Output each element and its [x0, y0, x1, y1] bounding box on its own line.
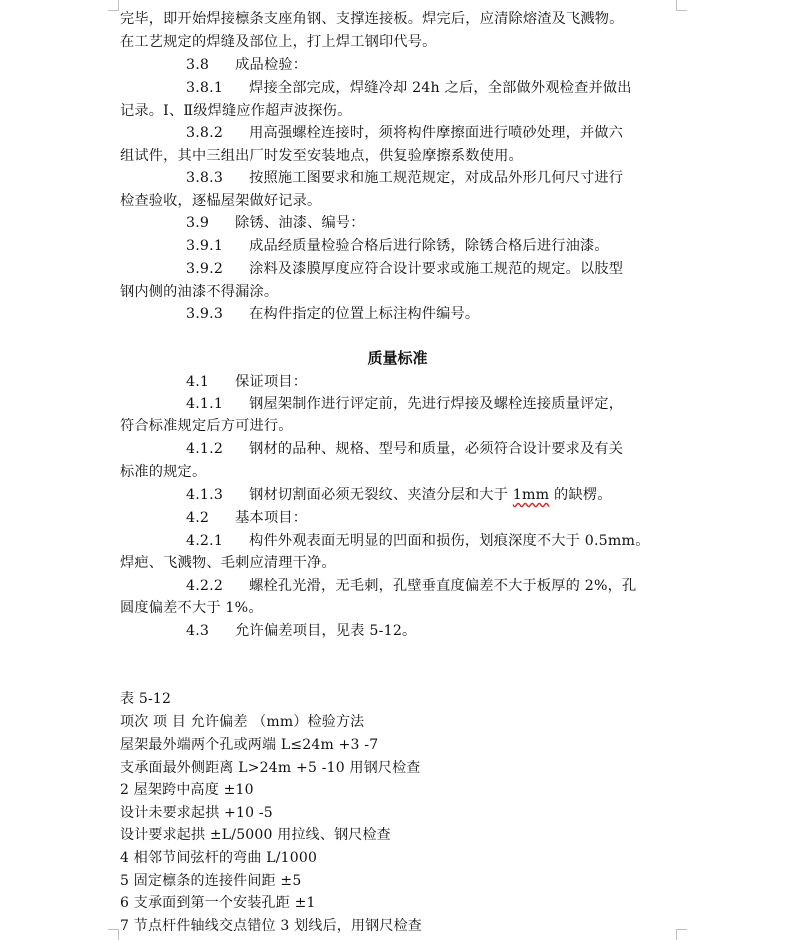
section-text: 的缺楞。 [549, 487, 612, 503]
table-row: 6 支承面到第一个安装孔距 ±1 [120, 895, 316, 911]
section-number: 3.9.2 [186, 261, 224, 277]
table-row: 支承面最外侧距离 L>24m +5 -10 用钢尺检查 [120, 760, 421, 776]
section-number: 3.8 [186, 57, 210, 73]
section-4-1-2 [186, 438, 623, 460]
paragraph-line: 检查验收，逐榀屋架做好记录。 [120, 193, 322, 209]
section-number: 3.9.1 [186, 238, 224, 254]
section-text: 螺栓孔光滑，无毛刺，孔壁垂直度偏差不大于板厚的 2%，孔 [249, 578, 637, 594]
paragraph-line: 符合标准规定后方可进行。 [120, 418, 293, 434]
section-heading: 成品检验： [235, 57, 308, 73]
spellcheck-flagged-word: 1mm [512, 487, 550, 503]
section-text: 在构件指定的位置上标注构件编号。 [249, 306, 480, 322]
section-number: 3.8.2 [186, 125, 224, 141]
section-number: 4.2 [186, 510, 210, 526]
table-caption: 表 5-12 [120, 691, 172, 707]
section-4-2-1 [186, 530, 650, 552]
table-row: 7 节点杆件轴线交点错位 3 划线后，用钢尺检查 [120, 918, 422, 934]
paragraph-line: 完毕，即开始焊接檩条支座角钢、支撑连接板。焊完后，应清除熔渣及飞溅物。 [120, 11, 624, 27]
paragraph-line: 记录。Ⅰ、Ⅱ级焊缝应作超声波探伤。 [120, 103, 352, 119]
section-number: 4.3 [186, 623, 210, 639]
section-text: 钢材切割面必须无裂纹、夹渣分层和大于 [249, 487, 513, 503]
section-text: 用高强螺栓连接时，须将构件摩擦面进行喷砂处理，并做六 [249, 125, 624, 141]
section-3-9-3 [186, 303, 479, 325]
section-number: 3.8.3 [186, 170, 224, 186]
section-number: 4.1.3 [186, 487, 224, 503]
section-3-8 [186, 54, 307, 76]
section-3-8-1 [186, 77, 632, 99]
section-number: 3.9 [186, 215, 210, 231]
section-heading: 除锈、油漆、编号： [235, 215, 365, 231]
paragraph-line: 焊疤、飞溅物、毛刺应清理干净。 [120, 555, 336, 571]
section-3-8-3 [186, 167, 623, 189]
section-3-9-2 [186, 258, 623, 280]
page-margin-corner-bottom-right [676, 929, 687, 940]
table-row: 2 屋架跨中高度 ±10 [120, 782, 254, 798]
section-number: 4.2.2 [186, 578, 224, 594]
section-4-3 [186, 620, 416, 642]
section-3-8-2 [186, 122, 623, 144]
section-4-2 [186, 507, 307, 529]
section-4-1 [186, 371, 307, 393]
table-header: 项次 项 目 允许偏差 （mm）检验方法 [120, 714, 365, 730]
section-text: 允许偏差项目，见表 5-12。 [235, 623, 417, 639]
page-margin-corner-bottom-left [108, 929, 119, 940]
section-3-9 [186, 212, 365, 234]
section-number: 4.2.1 [186, 533, 224, 549]
section-text: 钢屋架制作进行评定前，先进行焊接及螺栓连接质量评定， [249, 396, 624, 412]
section-text: 涂料及漆膜厚度应符合设计要求或施工规范的规定。以肢型 [249, 261, 624, 277]
section-heading: 保证项目： [235, 374, 308, 390]
section-text: 成品经质量检验合格后进行除锈，除锈合格后进行油漆。 [249, 238, 609, 254]
section-4-2-2 [186, 575, 636, 597]
table-row: 屋架最外端两个孔或两端 L≤24m +3 -7 [120, 737, 379, 753]
table-row: 设计未要求起拱 +10 -5 [120, 805, 273, 821]
table-row: 5 固定檩条的连接件间距 ±5 [120, 873, 302, 889]
page-margin-corner-top-left [108, 0, 119, 11]
section-4-1-3 [186, 484, 612, 506]
paragraph-line: 在工艺规定的焊缝及部位上，打上焊工钢印代号。 [120, 34, 437, 50]
section-title: 质量标准 [367, 349, 428, 367]
section-number: 4.1.1 [186, 396, 224, 412]
section-text: 钢材的品种、规格、型号和质量，必须符合设计要求及有关 [249, 441, 624, 457]
page-margin-corner-top-right [676, 0, 687, 11]
paragraph-line: 钢内侧的油漆不得漏涂。 [120, 284, 279, 300]
section-4-1-1 [186, 393, 623, 415]
section-number: 4.1.2 [186, 441, 224, 457]
paragraph-line: 圆度偏差不大于 1%。 [120, 600, 263, 616]
paragraph-line: 组试件，其中三组出厂时发至安装地点，供复验摩擦系数使用。 [120, 148, 523, 164]
section-number: 3.9.3 [186, 306, 224, 322]
section-number: 3.8.1 [186, 80, 224, 96]
section-number: 4.1 [186, 374, 210, 390]
table-row: 设计要求起拱 ±L/5000 用拉线、钢尺检查 [120, 827, 391, 843]
section-text: 焊接全部完成，焊缝冷却 24h 之后，全部做外观检查并做出 [249, 80, 632, 96]
section-heading: 基本项目： [235, 510, 308, 526]
section-3-9-1 [186, 235, 609, 257]
table-row: 4 相邻节间弦杆的弯曲 L/1000 [120, 850, 318, 866]
paragraph-line: 标准的规定。 [120, 464, 207, 480]
section-text: 按照施工图要求和施工规范规定，对成品外形几何尺寸进行 [249, 170, 624, 186]
section-text: 构件外观表面无明显的凹面和损伤，划痕深度不大于 0.5mm。 [249, 533, 650, 549]
